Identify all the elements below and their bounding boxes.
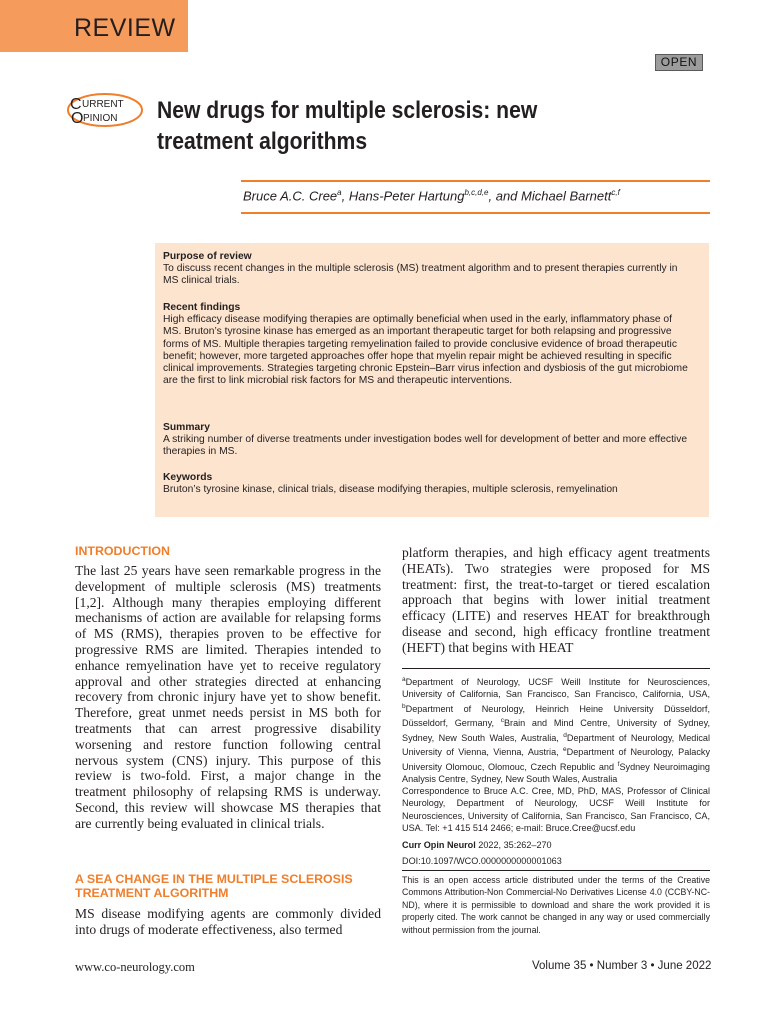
logo-cap-o: O: [71, 110, 84, 127]
open-access-badge: OPEN: [655, 54, 703, 71]
intro-heading: INTRODUCTION: [75, 544, 170, 558]
author-affil: b,c,d,e: [464, 188, 489, 197]
citation-line: [402, 839, 710, 851]
current-opinion-logo-icon: [66, 92, 145, 128]
abstract-findings: [163, 302, 693, 387]
right-column-paragraph: platform therapies, and high efficacy agent treatments (HEATs). Two strategies were proposed for MS treatment: first, the treat-to-target or tiered escalation approach that begins with lower initial treatment efficacy (LITE) and reserves HEAT for breakthrough disease and second, high efficacy frontline treatment (HEFT) that begins with HEAT: [402, 545, 710, 655]
author-list: [243, 188, 713, 203]
affil-sup: b: [402, 702, 406, 710]
citation-details: 2022, 35:262–270: [475, 840, 552, 850]
sea-change-heading: A SEA CHANGE IN THE MULTIPLE SCLEROSIS TREATMENT ALGORITHM: [75, 872, 353, 900]
logo-cap-c: C: [70, 96, 82, 113]
affil-text: Department of Neurology, UCSF Weill Institute for Neurosciences, University of California, San Francisco, San Francisco, California, USA,: [402, 677, 710, 700]
author-name: Hans-Peter Hartung: [348, 188, 465, 204]
article-title: New drugs for multiple sclerosis: new treatment algorithms: [157, 97, 538, 155]
abstract-box: [155, 243, 709, 517]
journal-abbrev: Curr Opin Neurol: [402, 840, 476, 850]
findings-heading: Recent findings: [163, 302, 241, 313]
intro-paragraph: The last 25 years have seen remarkable progress in the development of multiple sclerosis (MS) treatments [1,2]. Although many therapies employing different mechanisms of action are available for relapsing forms of MS (RMS), therapies proven to be effective for progressive RMS are limited. Therapies intended to enhance remyelination have yet to receive regulatory approval and other strategies directed at enhancing recovery from chronic injury have yet to show benefit. Therefore, great unmet needs persist in MS both for treatments that can arrest progressive disability worsening and restore function following central nervous system (CNS) injury. This purpose of this review is two-fold. First, a major change in the treatment philosophy of relapsing RMS is underway. Second, this review will showcase MS therapies that are currently being evaluated in clinical trials.: [75, 563, 381, 831]
keywords-heading: Keywords: [163, 472, 213, 483]
affil-text: Brain and Mind Centre, University of Sydney, Sydney, New South Wales, Australia,: [402, 718, 711, 743]
correspondence: Correspondence to Bruce A.C. Cree, MD, PhD, MAS, Professor of Clinical Neurology, Department of Neurology, UCSF Weill Institute for Neurosciences, University of California, San Francisco, San Francisco, CA, USA. Tel: +1 415 514 2466; e-mail: Bruce.Cree@ucsf.edu: [402, 786, 710, 834]
affil-text: Department of Neurology, Medical University of Vienna, Vienna, Austria,: [402, 732, 711, 758]
section-label: REVIEW: [74, 14, 176, 42]
license-rule: [402, 870, 710, 871]
section-tab: [0, 0, 188, 52]
issue-info: Volume 35 • Number 3 • June 2022: [532, 960, 712, 972]
author-rule: [241, 212, 710, 214]
affil-text: Sydney Neuroimaging Analysis Centre, Sydney, New South Wales, Australia: [402, 761, 710, 785]
doi: DOI:10.1097/WCO.0000000000001063: [402, 856, 562, 866]
affil-sup: c: [500, 717, 504, 725]
author-name: Michael Barnett: [521, 188, 612, 204]
abstract-summary: [163, 422, 693, 459]
footnote-rule: [402, 668, 710, 669]
affil-text: Department of Neurology, Palacky University Olomouc, Olomouc, Czech Republic and: [402, 747, 710, 772]
affil-sup: d: [563, 731, 567, 739]
sea-change-paragraph: MS disease modifying agents are commonly divided into drugs of moderate effectiveness, also termed: [75, 906, 381, 937]
purpose-text: To discuss recent changes in the multiple sclerosis (MS) treatment algorithm and to present therapies currently in MS clinical trials.: [163, 263, 678, 287]
author-separator: , and: [488, 188, 522, 204]
journal-website[interactable]: www.co-neurology.com: [75, 960, 195, 974]
author-separator: ,: [341, 188, 349, 204]
author-name: Bruce A.C. Cree: [243, 188, 338, 204]
affil-sup: f: [617, 760, 620, 768]
affil-text: Department of Neurology, Heinrich Heine University Düsseldorf, Düsseldorf, Germany,: [402, 703, 710, 729]
affiliations: [402, 674, 710, 785]
summary-heading: Summary: [163, 422, 210, 433]
logo-line2: PINION: [83, 113, 118, 124]
author-affil: c,f: [611, 188, 620, 197]
keywords-text: Bruton’s tyrosine kinase, clinical trials, disease modifying therapies, multiple sclerosis, remyelination: [163, 484, 618, 496]
purpose-heading: Purpose of review: [163, 251, 252, 262]
author-affil: a: [337, 188, 342, 197]
journal-logo: [66, 92, 145, 128]
affil-sup: e: [563, 746, 567, 754]
logo-line1: URRENT: [82, 99, 124, 110]
license-text: This is an open access article distributed under the terms of the Creative Commons Attribution-Non Commercial-No Derivatives License 4.0 (CCBY-NC-ND), where it is permissible to download and share the work provided it is properly cited. The work cannot be changed in any way or used commercially without permission from the journal.: [402, 875, 710, 935]
title-rule: [241, 180, 710, 182]
summary-text: A striking number of diverse treatments under investigation bodes well for development of better and more effective therapies in MS.: [163, 434, 688, 458]
abstract-purpose: [163, 251, 693, 288]
affil-sup: a: [402, 676, 406, 683]
abstract-keywords: [163, 472, 693, 496]
findings-text: High efficacy disease modifying therapies are optimally beneficial when used in the early, inflammatory phase of MS. Bruton’s tyrosine kinase has emerged as an important therapeutic target for both relapsing and progressive forms of MS. Multiple therapies targeting remyelination failed to provide conclusive evidence of broad therapeutic benefit; however, more targeted approaches offer hope that myelin repair might be achieved resulting in specific clinical improvements. Strategies targeting chronic Epstein–Barr virus infection and dysbiosis of the gut microbiome are the first to link microbial risk factors for MS and therapeutic interventions.: [163, 314, 688, 387]
